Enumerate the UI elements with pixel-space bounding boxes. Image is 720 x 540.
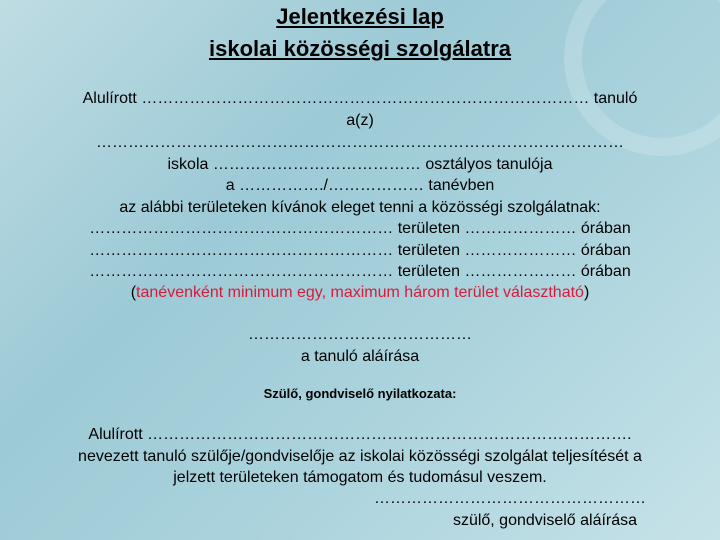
area-row-1 (0, 220, 720, 238)
hours-label-3: órában (580, 263, 631, 280)
parent-intro-label: Alulírott (88, 426, 143, 443)
area-label-3: területen (397, 263, 460, 280)
area-row-3 (0, 263, 720, 281)
note-paren-open: ( (130, 284, 137, 301)
class-field[interactable]: ………………………………… (212, 156, 421, 173)
student-name-field[interactable]: ………………………………………………………………………… (141, 90, 590, 107)
year-end-field[interactable]: ……………… (327, 177, 424, 194)
school-year-line (0, 177, 720, 195)
school-class-line (0, 156, 720, 174)
hours-label-2: órában (580, 242, 631, 259)
student-intro-line (0, 90, 720, 108)
year-suffix: tanévben (428, 177, 495, 194)
parent-statement-line2: jelzett területeken támogatom és tudomásul veszem. (173, 469, 547, 486)
year-start-field[interactable]: ……………./ (239, 177, 328, 194)
selection-note (0, 284, 720, 302)
student-intro-label: Alulírott (82, 90, 137, 107)
note-text: tanévenként minimum egy, maximum három terület választható (136, 284, 584, 301)
parent-signature-label: szülő, gondviselő aláírása (452, 512, 638, 529)
hours-field-1[interactable]: ………………… (464, 220, 577, 237)
student-signature-label: a tanuló aláírása (300, 348, 420, 365)
note-paren-close: ) (583, 284, 590, 301)
area-row-2 (0, 242, 720, 260)
area-field-1[interactable]: ………………………………………………… (89, 220, 394, 237)
student-label: tanuló (593, 90, 638, 107)
hours-label-1: órában (580, 220, 631, 237)
year-prefix: a (225, 177, 235, 194)
area-field-2[interactable]: ………………………………………………… (89, 242, 394, 259)
area-field-3[interactable]: ………………………………………………… (89, 263, 394, 280)
hours-field-3[interactable]: ………………… (464, 263, 577, 280)
class-label: osztályos tanulója (425, 156, 553, 173)
school-name-field[interactable]: ……………………………………………………………………………………… (96, 134, 624, 151)
area-label-2: területen (397, 242, 460, 259)
form-title-line2: iskolai közösségi szolgálatra (208, 36, 511, 61)
form-title-line1: Jelentkezési lap (276, 4, 444, 29)
parent-intro-line (0, 426, 720, 444)
school-label: iskola (167, 156, 209, 173)
parent-heading: Szülő, gondviselő nyilatkozata: (263, 386, 457, 401)
areas-intro: az alábbi területeken kívánok eleget tenni a közösségi szolgálatnak: (119, 199, 601, 216)
parent-signature-field[interactable]: …………………………………………… (374, 490, 646, 507)
parent-name-field[interactable]: ………………………………………………………………………………. (147, 426, 632, 443)
parent-statement-line1: nevezett tanuló szülője/gondviselője az iskolai közösségi szolgálat teljesítését a (78, 448, 642, 465)
az-label: a(z) (346, 112, 374, 129)
student-signature-field[interactable]: …………………………………… (248, 326, 472, 343)
hours-field-2[interactable]: ………………… (464, 242, 577, 259)
area-label-1: területen (397, 220, 460, 237)
